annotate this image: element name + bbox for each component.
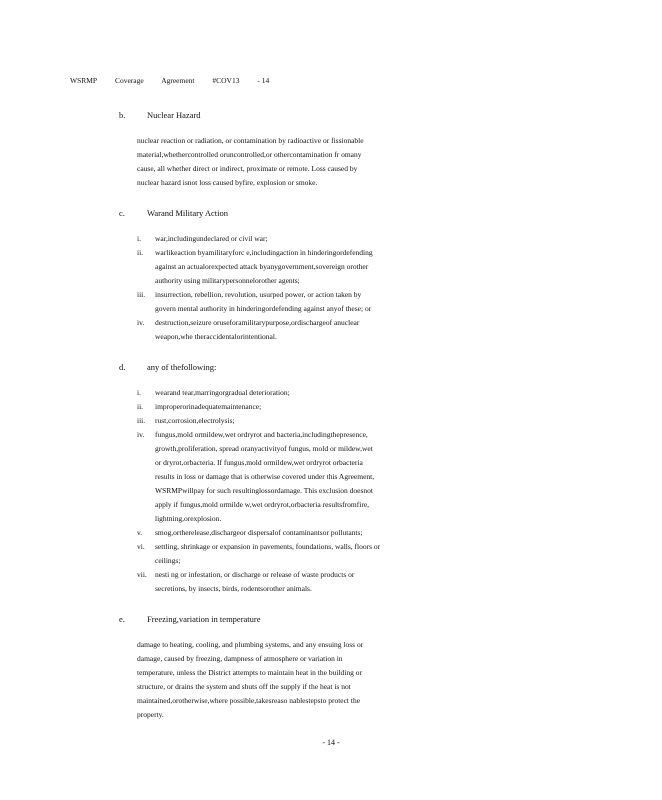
- list-item: [137, 568, 519, 596]
- header-org: WSRMP: [70, 76, 98, 85]
- list-item-text: destruction,seizure oruseforamilitarypurpose,ordischargeof anuclear weapon,whe theraccidentalorintentional.: [155, 318, 360, 341]
- list-item: [137, 288, 519, 316]
- section-e-line: temperature, unless the District attempts to maintain heat in the building or: [137, 668, 362, 677]
- list-item: [137, 316, 519, 344]
- section-c: [119, 208, 519, 344]
- list-item: [137, 386, 519, 400]
- section-c-letter: c.: [119, 208, 125, 218]
- section-b-line: cause, all whether direct or indirect, proximate or remote. Loss caused by: [137, 164, 358, 173]
- section-e-body: [137, 638, 519, 722]
- section-b-line: nuclear reaction or radiation, or contamination by radioactive or fissionable: [137, 136, 364, 145]
- list-item: [137, 232, 519, 246]
- list-item-text: fungus,mold ormildew,wet ordryrot and bacteria,includingthepresence, growth,proliferation, spread oranyactivityof fungus, mold or mildew,wet or dryrot,orbacteria. If fungus,mold ormildew,wet ordryrot orbacteria results in loss or damage that is otherwise covered under this Agreement, WSRMPwillpay for such resultinglossordamage. This exclusion doesnot apply if fungus,mold ormilde w,wet ordryrot,orbacteria resultsfromfire, lightning,orexplosion.: [155, 430, 375, 523]
- header-doc: Coverage: [114, 76, 144, 85]
- list-item-text: improperorinadequatemaintenance;: [155, 402, 262, 411]
- list-item: [137, 246, 519, 288]
- section-d-title: any of thefollowing:: [147, 362, 217, 372]
- section-b-title: Nuclear Hazard: [147, 110, 201, 120]
- section-e-line: maintained,orotherwise,where possible,takesreaso nablestepsto protect the: [137, 696, 361, 705]
- list-item-number: iii.: [137, 416, 146, 425]
- section-e-title: Freezing,variation in temperature: [147, 614, 261, 624]
- section-c-list: [137, 232, 519, 344]
- section-e-heading: [119, 614, 519, 624]
- list-item: [137, 526, 519, 540]
- list-item-number: i.: [137, 234, 141, 243]
- section-b-letter: b.: [119, 110, 126, 120]
- list-item-number: i.: [137, 388, 141, 397]
- list-item-text: insurrection, rebellion, revolution, usurped power, or action taken by govern mental authority in hinderingordefending against anyof these; or: [155, 290, 372, 313]
- list-item-text: settling, shrinkage or expansion in pavements, foundations, walls, floors or ceilings;: [155, 542, 381, 565]
- list-item-number: v.: [137, 528, 143, 537]
- header-code: #COV13: [212, 76, 240, 85]
- list-item-number: ii.: [137, 402, 144, 411]
- list-item-text: rust,corrosion,electrolysis;: [155, 416, 235, 425]
- section-e-line: damage to heating, cooling, and plumbing systems, and any ensuing loss or: [137, 640, 364, 649]
- section-e-line: damage, caused by freezing, dampness of atmosphere or variation in: [137, 654, 343, 663]
- list-item-text: war,includingundeclared or civil war;: [155, 234, 268, 243]
- list-item: [137, 540, 519, 568]
- list-item-text: warlikeaction byamilitaryforc e,includingaction in hinderingordefending against an actualorexpected attack byanygovernment,sovereign orother authority using militarypersonnelorother agents;: [155, 248, 373, 285]
- list-item-number: ii.: [137, 248, 144, 257]
- section-b-heading: [119, 110, 519, 120]
- list-item-text: nesti ng or infestation, or discharge or release of waste products or secretions, by insects, birds, rodentsorother animals.: [155, 570, 355, 593]
- page-number: - 14 -: [322, 738, 340, 747]
- section-b-line: material,whethercontrolled oruncontrolled,or othercontamination fr omany: [137, 150, 362, 159]
- list-item: [137, 428, 519, 526]
- section-e-letter: e.: [119, 614, 125, 624]
- section-e-line: property.: [137, 710, 164, 719]
- header-page: - 14: [257, 76, 270, 85]
- section-c-heading: [119, 208, 519, 218]
- list-item-number: vi.: [137, 542, 145, 551]
- section-e: [119, 614, 519, 722]
- section-e-line: structure, or drains the system and shuts off the supply if the heat is not: [137, 682, 351, 691]
- list-item-number: iii.: [137, 290, 146, 299]
- list-item-number: iv.: [137, 430, 145, 439]
- list-item-text: wearand tear,marringorgradual deterioration;: [155, 388, 290, 397]
- list-item: [137, 414, 519, 428]
- list-item-number: vii.: [137, 570, 147, 579]
- section-b-line: nuclear hazard isnot loss caused byfire, explosion or smoke.: [137, 178, 318, 187]
- header-type: Agreement: [161, 76, 195, 85]
- list-item-text: smog,ortherelease,dischargeor dispersalof contaminantsor pollutants;: [155, 528, 363, 537]
- section-d-heading: [119, 362, 519, 372]
- page-header: [70, 76, 285, 85]
- section-b: [119, 110, 519, 190]
- list-item: [137, 400, 519, 414]
- list-item-number: iv.: [137, 318, 145, 327]
- section-c-title: Warand Military Action: [147, 208, 228, 218]
- section-d-letter: d.: [119, 362, 126, 372]
- section-d: [119, 362, 519, 596]
- section-b-body: [137, 134, 519, 190]
- section-d-list: [137, 386, 519, 596]
